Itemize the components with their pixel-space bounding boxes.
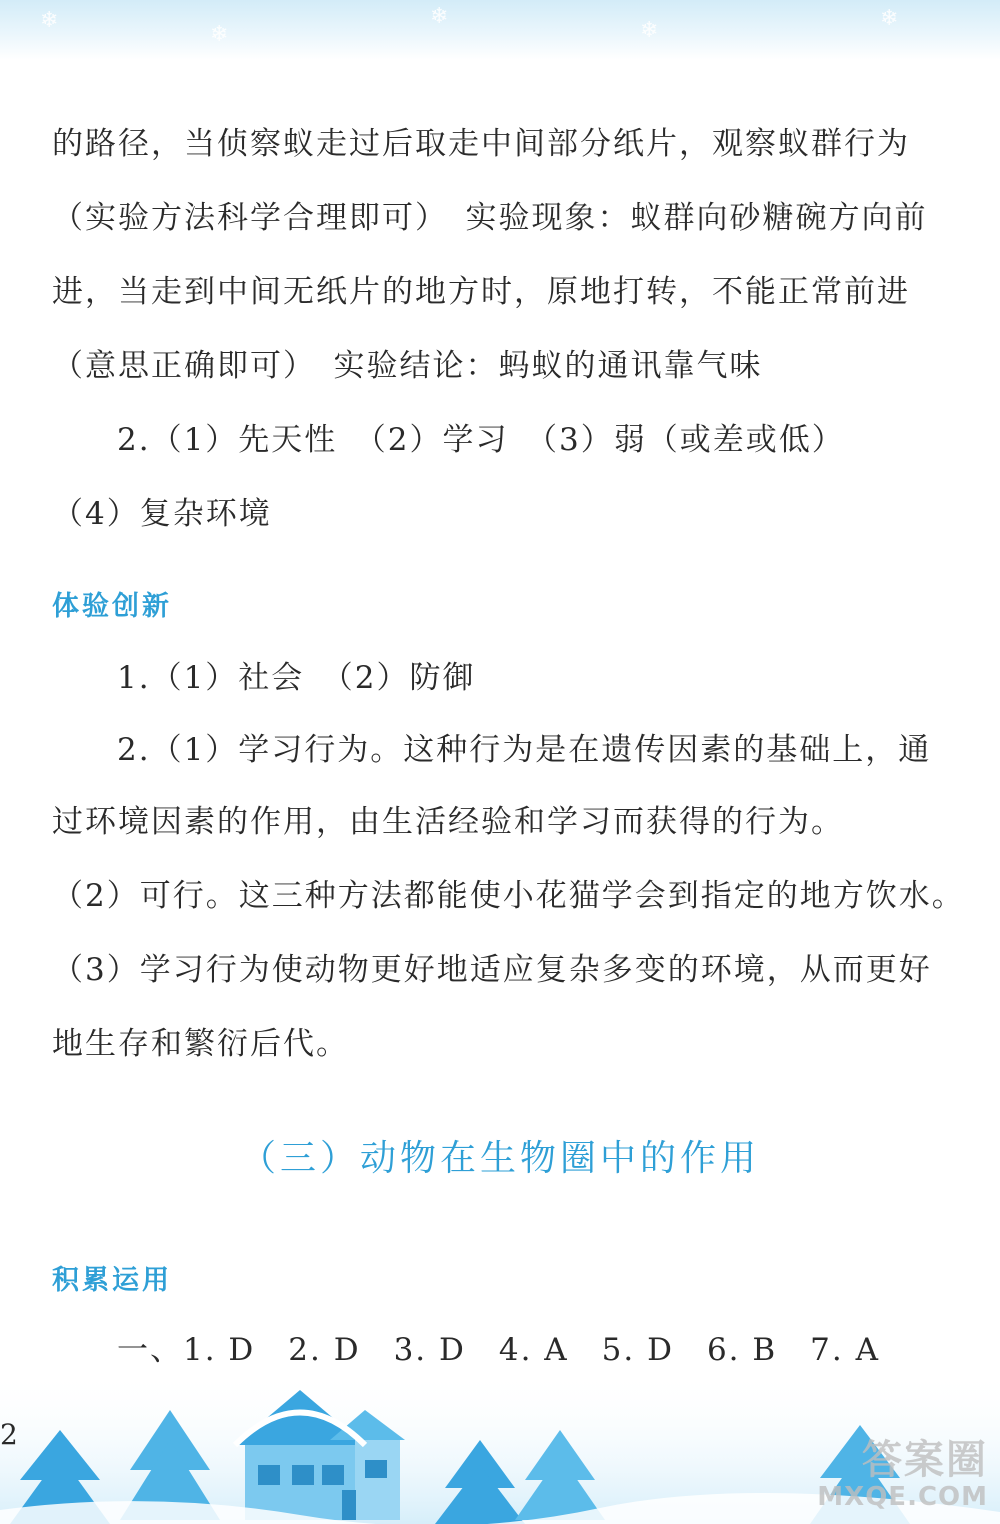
answer-line: 1.（1）社会 （2）防御	[117, 660, 476, 696]
answer-line: 一、1. D 2. D 3. D 4. A 5. D 6. B 7. A	[117, 1332, 880, 1368]
answer-line: （3）学习行为使动物更好地适应复杂多变的环境，从而更好	[52, 952, 932, 988]
answer-line: （4）复杂环境	[52, 496, 272, 532]
answer-line: （2）可行。这三种方法都能使小花猫学会到指定的地方饮水。	[52, 878, 965, 914]
page-number: 2	[0, 1418, 18, 1451]
snowflake-icon: ❄	[880, 6, 899, 31]
answer-line: 进，当走到中间无纸片的地方时，原地打转，不能正常前进	[52, 274, 910, 310]
chapter-title: （三）动物在生物圈中的作用	[239, 1138, 760, 1179]
site-watermark	[817, 1438, 988, 1512]
snowflake-icon: ❄	[430, 4, 449, 29]
section-title-experience: 体验创新	[52, 591, 172, 622]
snowflake-icon: ❄	[210, 22, 229, 47]
answer-line: （意思正确即可） 实验结论：蚂蚁的通讯靠气味	[52, 348, 763, 384]
watermark-url: MXQE.COM	[817, 1482, 988, 1512]
snowflake-icon: ❄	[40, 8, 59, 33]
answer-line: 地生存和繁衍后代。	[52, 1026, 349, 1062]
snowflake-icon: ❄	[640, 18, 659, 43]
answer-line: 2.（1）先天性 （2）学习 （3）弱（或差或低）	[117, 422, 845, 458]
answer-line: 过环境因素的作用，由生活经验和学习而获得的行为。	[52, 804, 844, 840]
answer-line: 2.（1）学习行为。这种行为是在遗传因素的基础上，通	[117, 732, 932, 768]
answer-line: （实验方法科学合理即可） 实验现象：蚁群向砂糖碗方向前	[52, 200, 928, 236]
section-title-accumulate: 积累运用	[52, 1265, 172, 1296]
answer-line: 的路径，当侦察蚁走过后取走中间部分纸片，观察蚁群行为	[52, 126, 910, 162]
watermark-logo-text: 答案圈	[862, 1437, 988, 1483]
